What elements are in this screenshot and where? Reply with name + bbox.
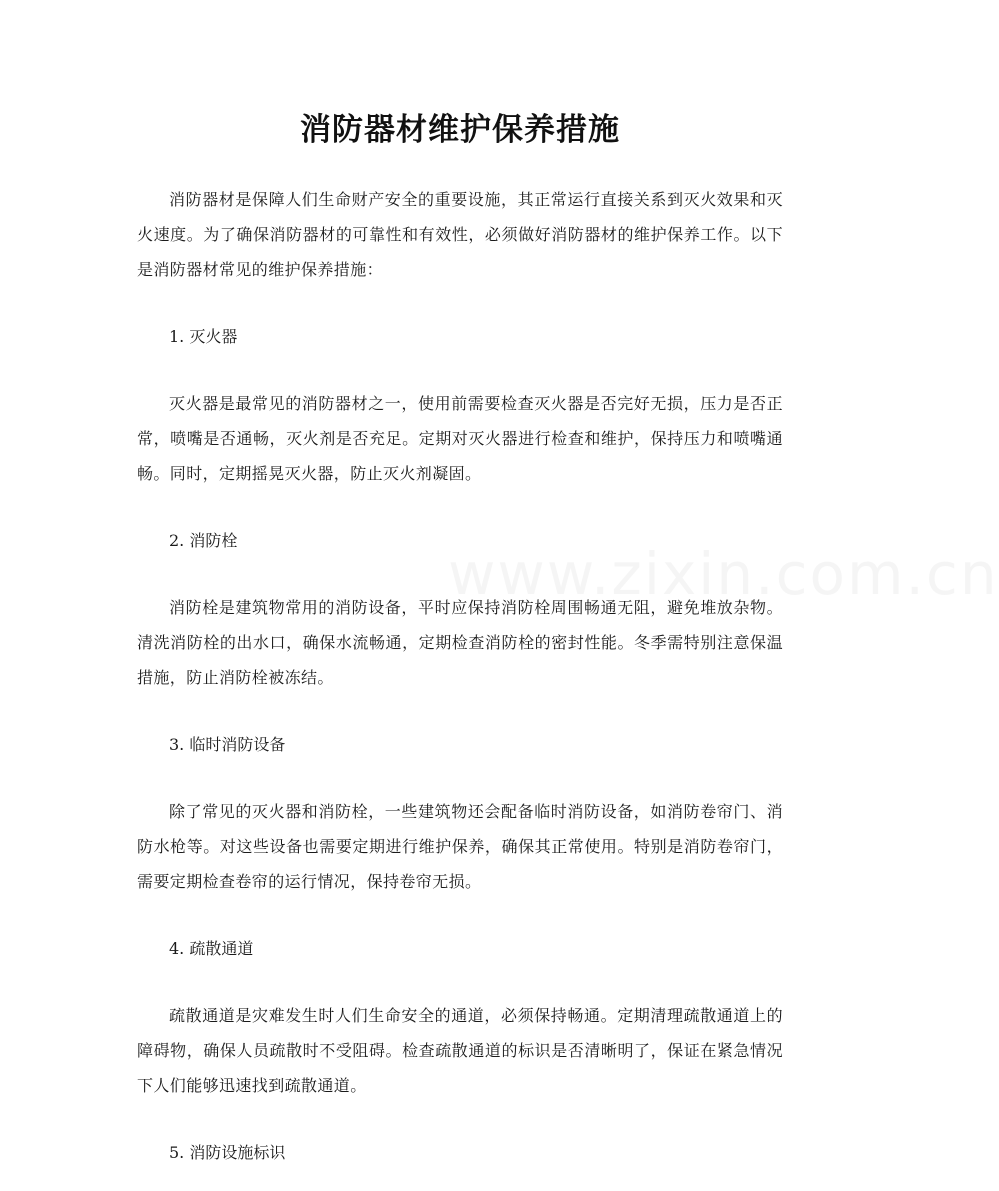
section-heading-extinguisher: 1. 灭火器 (169, 327, 238, 346)
section-heading-signage: 5. 消防设施标识 (169, 1143, 286, 1162)
section-text-evacuation: 疏散通道是灾难发生时人们生命安全的通道，必须保持畅通。定期清理疏散通道上的障碍物，确保人员疏散时不受阻碍。检查疏散通道的标识是否清晰明了，保证在紧急情况下人们能够迅速找到疏散通道。 (137, 1006, 783, 1095)
section-heading-evacuation: 4. 疏散通道 (169, 939, 254, 958)
section-heading-hydrant: 2. 消防栓 (169, 531, 238, 550)
section-text-extinguisher: 灭火器是最常见的消防器材之一，使用前需要检查灭火器是否完好无损，压力是否正常，喷嘴是否通畅，灭火剂是否充足。定期对灭火器进行检查和维护，保持压力和喷嘴通畅。同时，定期摇晃灭火器，防止灭火剂凝固。 (137, 394, 783, 483)
watermark: www.zixin.com.cn (448, 540, 999, 608)
document-body (137, 182, 783, 1170)
section-text-temporary-equipment: 除了常见的灭火器和消防栓，一些建筑物还会配备临时消防设备，如消防卷帘门、消防水枪等。对这些设备也需要定期进行维护保养，确保其正常使用。特别是消防卷帘门，需要定期检查卷帘的运行情况，保持卷帘无损。 (137, 802, 783, 891)
intro-paragraph: 消防器材是保障人们生命财产安全的重要设施，其正常运行直接关系到灭火效果和灭火速度。为了确保消防器材的可靠性和有效性，必须做好消防器材的维护保养工作。以下是消防器材常见的维护保养措施： (137, 190, 783, 279)
section-text-hydrant: 消防栓是建筑物常用的消防设备，平时应保持消防栓周围畅通无阻，避免堆放杂物。清洗消防栓的出水口，确保水流畅通，定期检查消防栓的密封性能。冬季需特别注意保温措施，防止消防栓被冻结。 (137, 598, 783, 687)
section-heading-temporary-equipment: 3. 临时消防设备 (169, 735, 286, 754)
page-title: 消防器材维护保养措施 (300, 112, 620, 148)
